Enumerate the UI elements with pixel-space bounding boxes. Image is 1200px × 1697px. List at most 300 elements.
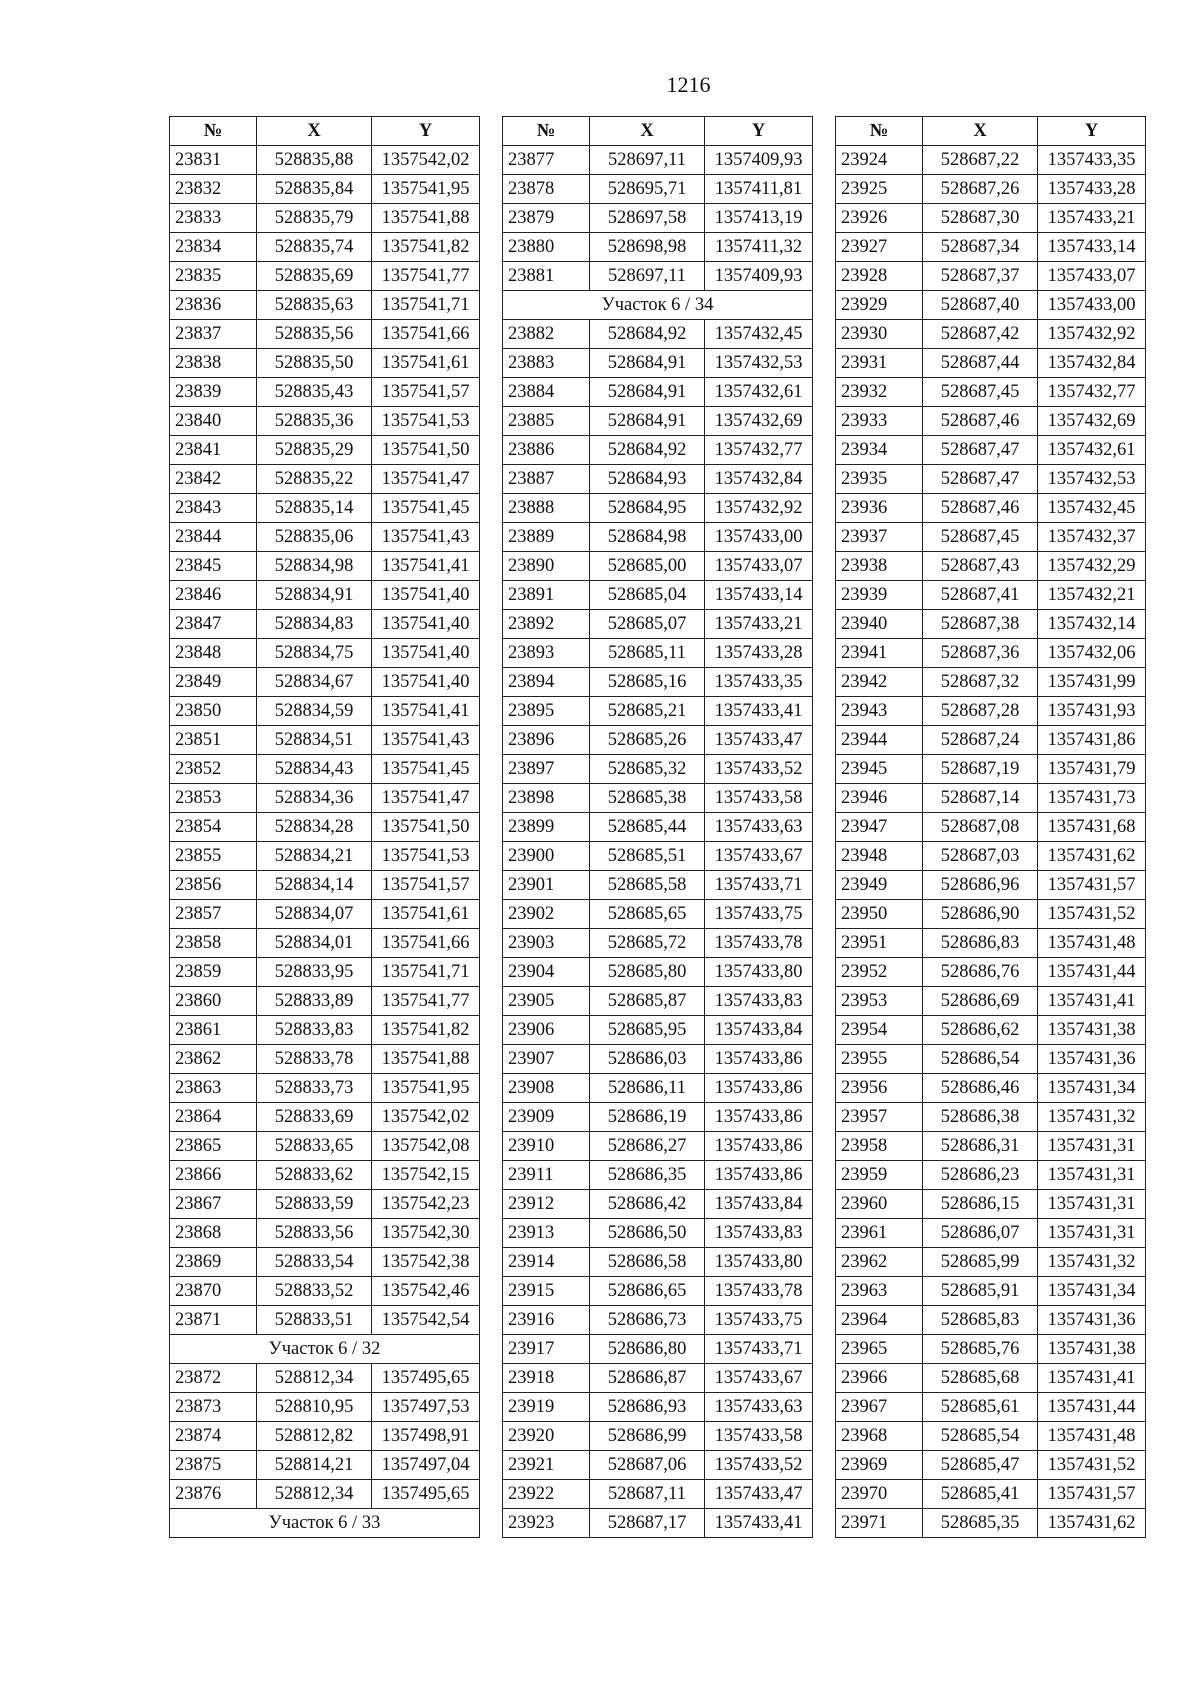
y-coordinate-cell: 1357431,34 <box>1038 1074 1146 1103</box>
table-row <box>170 1277 480 1306</box>
table-row <box>170 1451 480 1480</box>
point-number-cell: 23877 <box>503 146 590 175</box>
point-number-cell: 23944 <box>836 726 923 755</box>
table-row <box>836 1393 1146 1422</box>
table-row <box>836 1364 1146 1393</box>
point-number-cell: 23889 <box>503 523 590 552</box>
x-coordinate-cell: 528812,34 <box>257 1480 372 1509</box>
table-row <box>170 1248 480 1277</box>
table-row <box>503 1103 813 1132</box>
table-row <box>170 465 480 494</box>
x-coordinate-cell: 528685,80 <box>590 958 705 987</box>
x-coordinate-cell: 528687,11 <box>590 1480 705 1509</box>
y-coordinate-cell: 1357432,92 <box>1038 320 1146 349</box>
x-coordinate-cell: 528685,21 <box>590 697 705 726</box>
x-coordinate-cell: 528686,15 <box>923 1190 1038 1219</box>
y-coordinate-cell: 1357433,07 <box>1038 262 1146 291</box>
point-number-cell: 23844 <box>170 523 257 552</box>
y-coordinate-cell: 1357433,41 <box>705 1509 813 1538</box>
table-row <box>836 320 1146 349</box>
table-row <box>170 262 480 291</box>
point-number-cell: 23895 <box>503 697 590 726</box>
point-number-cell: 23935 <box>836 465 923 494</box>
point-number-cell: 23920 <box>503 1422 590 1451</box>
point-number-cell: 23901 <box>503 871 590 900</box>
point-number-cell: 23864 <box>170 1103 257 1132</box>
point-number-cell: 23967 <box>836 1393 923 1422</box>
y-coordinate-cell: 1357431,57 <box>1038 1480 1146 1509</box>
point-number-cell: 23927 <box>836 233 923 262</box>
table-row <box>836 755 1146 784</box>
table-row <box>836 204 1146 233</box>
point-number-cell: 23866 <box>170 1161 257 1190</box>
table-row <box>503 784 813 813</box>
point-number-cell: 23959 <box>836 1161 923 1190</box>
table-row <box>503 1248 813 1277</box>
point-number-cell: 23948 <box>836 842 923 871</box>
point-number-cell: 23938 <box>836 552 923 581</box>
y-coordinate-cell: 1357431,99 <box>1038 668 1146 697</box>
x-coordinate-cell: 528685,51 <box>590 842 705 871</box>
table-row <box>170 1045 480 1074</box>
table-row <box>836 291 1146 320</box>
y-coordinate-cell: 1357433,14 <box>705 581 813 610</box>
y-coordinate-cell: 1357432,61 <box>705 378 813 407</box>
x-coordinate-cell: 528685,61 <box>923 1393 1038 1422</box>
y-coordinate-cell: 1357432,53 <box>705 349 813 378</box>
header-x: X <box>590 117 705 146</box>
x-coordinate-cell: 528685,44 <box>590 813 705 842</box>
point-number-cell: 23969 <box>836 1451 923 1480</box>
x-coordinate-cell: 528697,11 <box>590 146 705 175</box>
table-row <box>503 320 813 349</box>
x-coordinate-cell: 528835,56 <box>257 320 372 349</box>
x-coordinate-cell: 528686,58 <box>590 1248 705 1277</box>
table-row <box>170 1074 480 1103</box>
table-row <box>503 1306 813 1335</box>
y-coordinate-cell: 1357433,84 <box>705 1016 813 1045</box>
y-coordinate-cell: 1357432,45 <box>705 320 813 349</box>
x-coordinate-cell: 528686,35 <box>590 1161 705 1190</box>
point-number-cell: 23951 <box>836 929 923 958</box>
table-row <box>170 436 480 465</box>
table-row <box>836 958 1146 987</box>
y-coordinate-cell: 1357433,84 <box>705 1190 813 1219</box>
x-coordinate-cell: 528687,24 <box>923 726 1038 755</box>
y-coordinate-cell: 1357433,52 <box>705 1451 813 1480</box>
y-coordinate-cell: 1357542,46 <box>372 1277 480 1306</box>
point-number-cell: 23896 <box>503 726 590 755</box>
x-coordinate-cell: 528687,38 <box>923 610 1038 639</box>
point-number-cell: 23924 <box>836 146 923 175</box>
y-coordinate-cell: 1357541,61 <box>372 349 480 378</box>
x-coordinate-cell: 528684,92 <box>590 436 705 465</box>
x-coordinate-cell: 528686,54 <box>923 1045 1038 1074</box>
x-coordinate-cell: 528686,31 <box>923 1132 1038 1161</box>
y-coordinate-cell: 1357433,63 <box>705 1393 813 1422</box>
x-coordinate-cell: 528833,95 <box>257 958 372 987</box>
header-x: X <box>257 117 372 146</box>
table-row <box>170 291 480 320</box>
x-coordinate-cell: 528685,41 <box>923 1480 1038 1509</box>
y-coordinate-cell: 1357433,63 <box>705 813 813 842</box>
y-coordinate-cell: 1357432,77 <box>705 436 813 465</box>
point-number-cell: 23930 <box>836 320 923 349</box>
x-coordinate-cell: 528834,98 <box>257 552 372 581</box>
point-number-cell: 23953 <box>836 987 923 1016</box>
point-number-cell: 23848 <box>170 639 257 668</box>
y-coordinate-cell: 1357432,69 <box>1038 407 1146 436</box>
point-number-cell: 23933 <box>836 407 923 436</box>
x-coordinate-cell: 528686,99 <box>590 1422 705 1451</box>
table-row <box>503 581 813 610</box>
table-row <box>836 1509 1146 1538</box>
table-row <box>503 378 813 407</box>
x-coordinate-cell: 528835,14 <box>257 494 372 523</box>
point-number-cell: 23833 <box>170 204 257 233</box>
y-coordinate-cell: 1357433,35 <box>705 668 813 697</box>
x-coordinate-cell: 528697,58 <box>590 204 705 233</box>
x-coordinate-cell: 528834,75 <box>257 639 372 668</box>
y-coordinate-cell: 1357433,78 <box>705 1277 813 1306</box>
table-row <box>503 233 813 262</box>
table-row <box>836 175 1146 204</box>
y-coordinate-cell: 1357497,04 <box>372 1451 480 1480</box>
y-coordinate-cell: 1357409,93 <box>705 262 813 291</box>
point-number-cell: 23965 <box>836 1335 923 1364</box>
point-number-cell: 23852 <box>170 755 257 784</box>
y-coordinate-cell: 1357431,36 <box>1038 1306 1146 1335</box>
y-coordinate-cell: 1357433,75 <box>705 1306 813 1335</box>
x-coordinate-cell: 528834,83 <box>257 610 372 639</box>
table-row <box>170 1480 480 1509</box>
table-row <box>836 1306 1146 1335</box>
point-number-cell: 23879 <box>503 204 590 233</box>
table-row <box>170 494 480 523</box>
table-row <box>503 929 813 958</box>
table-row <box>836 1161 1146 1190</box>
point-number-cell: 23890 <box>503 552 590 581</box>
point-number-cell: 23842 <box>170 465 257 494</box>
x-coordinate-cell: 528687,47 <box>923 436 1038 465</box>
point-number-cell: 23855 <box>170 842 257 871</box>
y-coordinate-cell: 1357431,93 <box>1038 697 1146 726</box>
y-coordinate-cell: 1357541,95 <box>372 1074 480 1103</box>
x-coordinate-cell: 528833,62 <box>257 1161 372 1190</box>
point-number-cell: 23860 <box>170 987 257 1016</box>
y-coordinate-cell: 1357498,91 <box>372 1422 480 1451</box>
point-number-cell: 23856 <box>170 871 257 900</box>
y-coordinate-cell: 1357433,86 <box>705 1132 813 1161</box>
point-number-cell: 23940 <box>836 610 923 639</box>
x-coordinate-cell: 528833,89 <box>257 987 372 1016</box>
point-number-cell: 23869 <box>170 1248 257 1277</box>
y-coordinate-cell: 1357541,47 <box>372 784 480 813</box>
y-coordinate-cell: 1357431,31 <box>1038 1219 1146 1248</box>
y-coordinate-cell: 1357433,71 <box>705 1335 813 1364</box>
y-coordinate-cell: 1357541,77 <box>372 262 480 291</box>
table-row <box>836 1219 1146 1248</box>
table-row <box>170 639 480 668</box>
x-coordinate-cell: 528687,08 <box>923 813 1038 842</box>
x-coordinate-cell: 528685,16 <box>590 668 705 697</box>
x-coordinate-cell: 528686,19 <box>590 1103 705 1132</box>
table-row <box>836 1422 1146 1451</box>
table-row <box>170 407 480 436</box>
point-number-cell: 23883 <box>503 349 590 378</box>
point-number-cell: 23922 <box>503 1480 590 1509</box>
table-row <box>836 1016 1146 1045</box>
point-number-cell: 23899 <box>503 813 590 842</box>
x-coordinate-cell: 528835,88 <box>257 146 372 175</box>
table-row <box>503 639 813 668</box>
point-number-cell: 23863 <box>170 1074 257 1103</box>
y-coordinate-cell: 1357431,57 <box>1038 871 1146 900</box>
x-coordinate-cell: 528835,50 <box>257 349 372 378</box>
header-x: X <box>923 117 1038 146</box>
table-row <box>836 1451 1146 1480</box>
y-coordinate-cell: 1357541,82 <box>372 1016 480 1045</box>
y-coordinate-cell: 1357432,29 <box>1038 552 1146 581</box>
y-coordinate-cell: 1357541,53 <box>372 407 480 436</box>
point-number-cell: 23886 <box>503 436 590 465</box>
x-coordinate-cell: 528684,92 <box>590 320 705 349</box>
point-number-cell: 23832 <box>170 175 257 204</box>
y-coordinate-cell: 1357541,71 <box>372 958 480 987</box>
x-coordinate-cell: 528686,80 <box>590 1335 705 1364</box>
point-number-cell: 23914 <box>503 1248 590 1277</box>
table-row <box>170 958 480 987</box>
table-row <box>170 1306 480 1335</box>
y-coordinate-cell: 1357433,41 <box>705 697 813 726</box>
x-coordinate-cell: 528687,41 <box>923 581 1038 610</box>
table-row <box>503 987 813 1016</box>
x-coordinate-cell: 528685,95 <box>590 1016 705 1045</box>
y-coordinate-cell: 1357431,48 <box>1038 929 1146 958</box>
point-number-cell: 23894 <box>503 668 590 697</box>
x-coordinate-cell: 528814,21 <box>257 1451 372 1480</box>
x-coordinate-cell: 528835,69 <box>257 262 372 291</box>
x-coordinate-cell: 528687,42 <box>923 320 1038 349</box>
x-coordinate-cell: 528684,95 <box>590 494 705 523</box>
table-row <box>836 407 1146 436</box>
x-coordinate-cell: 528834,14 <box>257 871 372 900</box>
table-row <box>170 581 480 610</box>
table-row <box>503 465 813 494</box>
x-coordinate-cell: 528833,65 <box>257 1132 372 1161</box>
y-coordinate-cell: 1357542,02 <box>372 1103 480 1132</box>
table-row <box>836 146 1146 175</box>
y-coordinate-cell: 1357542,54 <box>372 1306 480 1335</box>
y-coordinate-cell: 1357433,21 <box>1038 204 1146 233</box>
y-coordinate-cell: 1357541,41 <box>372 697 480 726</box>
point-number-cell: 23862 <box>170 1045 257 1074</box>
y-coordinate-cell: 1357431,68 <box>1038 813 1146 842</box>
y-coordinate-cell: 1357433,21 <box>705 610 813 639</box>
x-coordinate-cell: 528697,11 <box>590 262 705 291</box>
y-coordinate-cell: 1357433,71 <box>705 871 813 900</box>
x-coordinate-cell: 528687,40 <box>923 291 1038 320</box>
x-coordinate-cell: 528686,38 <box>923 1103 1038 1132</box>
x-coordinate-cell: 528685,65 <box>590 900 705 929</box>
x-coordinate-cell: 528687,46 <box>923 407 1038 436</box>
x-coordinate-cell: 528834,67 <box>257 668 372 697</box>
table-row <box>503 1393 813 1422</box>
y-coordinate-cell: 1357541,43 <box>372 523 480 552</box>
table-row <box>503 1161 813 1190</box>
y-coordinate-cell: 1357431,32 <box>1038 1248 1146 1277</box>
y-coordinate-cell: 1357431,32 <box>1038 1103 1146 1132</box>
x-coordinate-cell: 528686,76 <box>923 958 1038 987</box>
x-coordinate-cell: 528686,69 <box>923 987 1038 1016</box>
x-coordinate-cell: 528687,47 <box>923 465 1038 494</box>
y-coordinate-cell: 1357433,28 <box>1038 175 1146 204</box>
table-row <box>503 1335 813 1364</box>
table-row <box>836 436 1146 465</box>
point-number-cell: 23918 <box>503 1364 590 1393</box>
point-number-cell: 23885 <box>503 407 590 436</box>
point-number-cell: 23902 <box>503 900 590 929</box>
section-label: Участок 6 / 34 <box>503 291 813 320</box>
x-coordinate-cell: 528835,84 <box>257 175 372 204</box>
point-number-cell: 23858 <box>170 929 257 958</box>
point-number-cell: 23857 <box>170 900 257 929</box>
y-coordinate-cell: 1357541,66 <box>372 929 480 958</box>
y-coordinate-cell: 1357541,41 <box>372 552 480 581</box>
header-y: Y <box>372 117 480 146</box>
table-row <box>503 726 813 755</box>
y-coordinate-cell: 1357433,52 <box>705 755 813 784</box>
x-coordinate-cell: 528835,06 <box>257 523 372 552</box>
table-row <box>170 1422 480 1451</box>
table-row <box>836 697 1146 726</box>
table-row <box>503 958 813 987</box>
y-coordinate-cell: 1357409,93 <box>705 146 813 175</box>
y-coordinate-cell: 1357541,71 <box>372 291 480 320</box>
y-coordinate-cell: 1357541,77 <box>372 987 480 1016</box>
y-coordinate-cell: 1357431,36 <box>1038 1045 1146 1074</box>
x-coordinate-cell: 528834,28 <box>257 813 372 842</box>
y-coordinate-cell: 1357431,34 <box>1038 1277 1146 1306</box>
table-row <box>836 233 1146 262</box>
y-coordinate-cell: 1357433,47 <box>705 726 813 755</box>
point-number-cell: 23957 <box>836 1103 923 1132</box>
x-coordinate-cell: 528833,56 <box>257 1219 372 1248</box>
x-coordinate-cell: 528685,58 <box>590 871 705 900</box>
y-coordinate-cell: 1357495,65 <box>372 1480 480 1509</box>
table-row <box>836 1480 1146 1509</box>
point-number-cell: 23905 <box>503 987 590 1016</box>
y-coordinate-cell: 1357432,69 <box>705 407 813 436</box>
table-row <box>170 726 480 755</box>
x-coordinate-cell: 528687,36 <box>923 639 1038 668</box>
point-number-cell: 23841 <box>170 436 257 465</box>
y-coordinate-cell: 1357432,92 <box>705 494 813 523</box>
point-number-cell: 23946 <box>836 784 923 813</box>
point-number-cell: 23903 <box>503 929 590 958</box>
table-row <box>836 987 1146 1016</box>
x-coordinate-cell: 528834,59 <box>257 697 372 726</box>
table-row <box>170 697 480 726</box>
point-number-cell: 23928 <box>836 262 923 291</box>
y-coordinate-cell: 1357432,77 <box>1038 378 1146 407</box>
y-coordinate-cell: 1357413,19 <box>705 204 813 233</box>
x-coordinate-cell: 528687,26 <box>923 175 1038 204</box>
x-coordinate-cell: 528834,07 <box>257 900 372 929</box>
point-number-cell: 23892 <box>503 610 590 639</box>
table-row <box>836 610 1146 639</box>
y-coordinate-cell: 1357541,45 <box>372 494 480 523</box>
y-coordinate-cell: 1357542,23 <box>372 1190 480 1219</box>
y-coordinate-cell: 1357433,83 <box>705 987 813 1016</box>
point-number-cell: 23923 <box>503 1509 590 1538</box>
x-coordinate-cell: 528685,26 <box>590 726 705 755</box>
table-row <box>170 1016 480 1045</box>
table-row <box>170 668 480 697</box>
x-coordinate-cell: 528685,83 <box>923 1306 1038 1335</box>
table-row <box>170 320 480 349</box>
y-coordinate-cell: 1357433,67 <box>705 842 813 871</box>
table-row <box>836 842 1146 871</box>
y-coordinate-cell: 1357431,41 <box>1038 987 1146 1016</box>
y-coordinate-cell: 1357541,47 <box>372 465 480 494</box>
point-number-cell: 23936 <box>836 494 923 523</box>
table-row <box>836 1103 1146 1132</box>
point-number-cell: 23932 <box>836 378 923 407</box>
x-coordinate-cell: 528685,11 <box>590 639 705 668</box>
table-row <box>503 175 813 204</box>
table-row <box>503 1364 813 1393</box>
y-coordinate-cell: 1357433,58 <box>705 784 813 813</box>
x-coordinate-cell: 528686,42 <box>590 1190 705 1219</box>
point-number-cell: 23838 <box>170 349 257 378</box>
point-number-cell: 23952 <box>836 958 923 987</box>
y-coordinate-cell: 1357433,07 <box>705 552 813 581</box>
table-row <box>836 639 1146 668</box>
y-coordinate-cell: 1357431,73 <box>1038 784 1146 813</box>
x-coordinate-cell: 528685,38 <box>590 784 705 813</box>
y-coordinate-cell: 1357432,61 <box>1038 436 1146 465</box>
table-row <box>503 262 813 291</box>
y-coordinate-cell: 1357431,41 <box>1038 1364 1146 1393</box>
table-row <box>503 494 813 523</box>
point-number-cell: 23945 <box>836 755 923 784</box>
table-row <box>836 465 1146 494</box>
point-number-cell: 23934 <box>836 436 923 465</box>
x-coordinate-cell: 528686,27 <box>590 1132 705 1161</box>
point-number-cell: 23884 <box>503 378 590 407</box>
y-coordinate-cell: 1357541,40 <box>372 639 480 668</box>
x-coordinate-cell: 528687,06 <box>590 1451 705 1480</box>
x-coordinate-cell: 528686,62 <box>923 1016 1038 1045</box>
point-number-cell: 23861 <box>170 1016 257 1045</box>
x-coordinate-cell: 528812,34 <box>257 1364 372 1393</box>
x-coordinate-cell: 528687,45 <box>923 523 1038 552</box>
point-number-cell: 23870 <box>170 1277 257 1306</box>
x-coordinate-cell: 528835,79 <box>257 204 372 233</box>
y-coordinate-cell: 1357542,38 <box>372 1248 480 1277</box>
y-coordinate-cell: 1357431,79 <box>1038 755 1146 784</box>
point-number-cell: 23878 <box>503 175 590 204</box>
y-coordinate-cell: 1357433,35 <box>1038 146 1146 175</box>
point-number-cell: 23964 <box>836 1306 923 1335</box>
table-row <box>503 1277 813 1306</box>
y-coordinate-cell: 1357433,75 <box>705 900 813 929</box>
y-coordinate-cell: 1357433,86 <box>705 1161 813 1190</box>
point-number-cell: 23912 <box>503 1190 590 1219</box>
point-number-cell: 23939 <box>836 581 923 610</box>
point-number-cell: 23851 <box>170 726 257 755</box>
